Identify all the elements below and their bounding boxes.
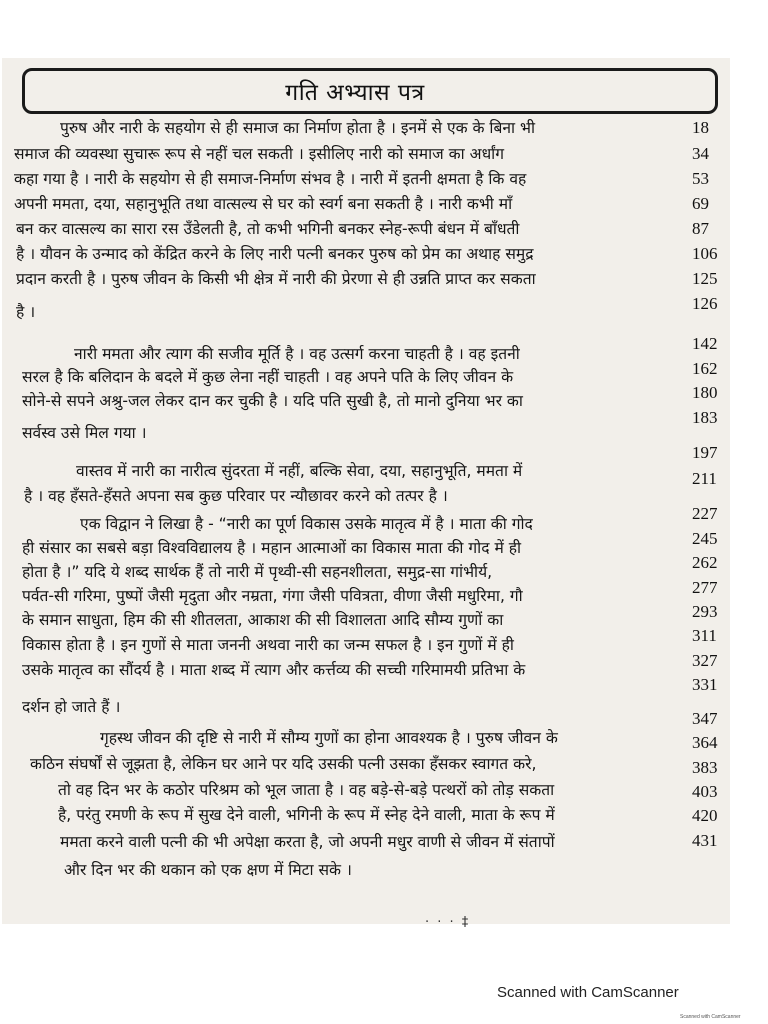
text-line: तो वह दिन भर के कठोर परिश्रम को भूल जाता है । वह बड़े-से-बड़े पत्थरों को तोड़ सकता [58,781,555,799]
text-line: प्रदान करती है । पुरुष जीवन के किसी भी क्षेत्र में नारी की प्रेरणा से ही उन्नति प्राप्त कर सकता [16,270,536,288]
text-line: दर्शन हो जाते हैं । [22,698,121,716]
word-count: 106 [692,244,718,263]
word-count: 420 [692,806,718,825]
word-count: 383 [692,758,718,777]
text-line: है । वह हँसते-हँसते अपना सब कुछ परिवार पर न्यौछावर करने को तत्पर है । [24,487,448,505]
text-line: समाज की व्यवस्था सुचारू रूप से नहीं चल सकती । इसीलिए नारी को समाज का अर्धांग [14,145,504,163]
text-line: बन कर वात्सल्य का सारा रस उँडेलती है, तो कभी भगिनी बनकर स्नेह-रूपी बंधन में बाँधती [16,220,520,238]
word-count: 18 [692,118,709,137]
text-line: वास्तव में नारी का नारीत्व सुंदरता में नहीं, बल्कि सेवा, दया, सहानुभूति, ममता में [76,462,523,480]
word-count: 403 [692,782,718,801]
text-line: है, परंतु रमणी के रूप में सुख देने वाली, भगिनी के रूप में स्नेह देने वाली, माता के रूप में [58,806,555,824]
text-line: ही संसार का सबसे बड़ा विश्वविद्यालय है । महान आत्माओं का विकास माता की गोद में ही [22,539,522,557]
text-line: उसके मातृत्व का सौंदर्य है । माता शब्द में त्याग और कर्त्तव्य की सच्ची गरिमामयी प्रतिभा के [22,661,526,679]
text-line: अपनी ममता, दया, सहानुभूति तथा वात्सल्य से घर को स्वर्ग बना सकती है । नारी कभी माँ [14,195,513,213]
word-count: 262 [692,553,718,572]
word-count: 87 [692,219,709,238]
footer-mark: · · · ‡ [425,915,471,930]
word-count: 162 [692,359,718,378]
text-line: ममता करने वाली पत्नी की भी अपेक्षा करता है, जो अपनी मधुर वाणी से जीवन में संतापों [60,833,555,851]
text-line: कठिन संघर्षों से जूझता है, लेकिन घर आने पर यदि उसकी पत्नी उसका हँसकर स्वागत करे, [30,755,537,773]
text-line: पुरुष और नारी के सहयोग से ही समाज का निर्माण होता है । इनमें से एक के बिना भी [60,119,536,137]
text-line: के समान साधुता, हिम की सी शीतलता, आकाश की सी विशालता आदि सौम्य गुणों का [22,611,504,629]
text-line: गृहस्थ जीवन की दृष्टि से नारी में सौम्य गुणों का होना आवश्यक है । पुरुष जीवन के [100,729,558,747]
text-line: कहा गया है । नारी के सहयोग से ही समाज-निर्माण संभव है । नारी में इतनी क्षमता है कि वह [14,170,527,188]
word-count: 69 [692,194,709,213]
word-count: 227 [692,504,718,523]
word-count: 197 [692,443,718,462]
word-count: 331 [692,675,718,694]
word-count: 183 [692,408,718,427]
text-line: एक विद्वान ने लिखा है - “नारी का पूर्ण विकास उसके मातृत्व में है । माता की गोद [80,515,533,533]
text-line: है । यौवन के उन्माद को केंद्रित करने के लिए नारी पत्नी बनकर पुरुष को प्रेम का अथाह समुद्र [16,245,534,263]
text-line: पर्वत-सी गरिमा, पुष्पों जैसी मृदुता और नम्रता, गंगा जैसी पवित्रता, वीणा जैसी मधुरिमा, गौ [22,587,523,605]
text-line: सर्वस्व उसे मिल गया । [22,424,147,442]
text-line: और दिन भर की थकान को एक क्षण में मिटा सके । [64,861,352,879]
word-count: 126 [692,294,718,313]
word-count: 245 [692,529,718,548]
word-count: 125 [692,269,718,288]
word-count: 347 [692,709,718,728]
scanner-watermark-small: Scanned with CamScanner [680,1014,741,1020]
word-count: 431 [692,831,718,850]
text-line: सोने-से सपने अश्रु-जल लेकर दान कर चुकी है । यदि पति सुखी है, तो मानो दुनिया भर का [22,392,523,410]
word-count: 311 [692,626,717,645]
title-box [22,68,718,114]
word-count: 34 [692,144,709,163]
text-line: है । [16,303,36,321]
text-line: होता है ।” यदि ये शब्द सार्थक हैं तो नारी में पृथ्वी-सी सहनशीलता, समुद्र-सा गांभीर्य, [22,563,493,581]
page-title: गति अभ्यास पत्र [285,80,425,106]
word-count: 293 [692,602,718,621]
word-count: 364 [692,733,718,752]
scanner-watermark: Scanned with CamScanner [497,984,679,1001]
word-count: 180 [692,383,718,402]
word-count: 327 [692,651,718,670]
word-count: 142 [692,334,718,353]
word-count: 211 [692,469,717,488]
word-count: 53 [692,169,709,188]
text-line: विकास होता है । इन गुणों से माता जननी अथवा नारी का जन्म सफल है । इन गुणों में ही [22,636,514,654]
text-line: सरल है कि बलिदान के बदले में कुछ लेना नहीं चाहती । वह अपने पति के लिए जीवन के [22,368,514,386]
word-count: 277 [692,578,718,597]
text-line: नारी ममता और त्याग की सजीव मूर्ति है । वह उत्सर्ग करना चाहती है । वह इतनी [74,345,520,363]
